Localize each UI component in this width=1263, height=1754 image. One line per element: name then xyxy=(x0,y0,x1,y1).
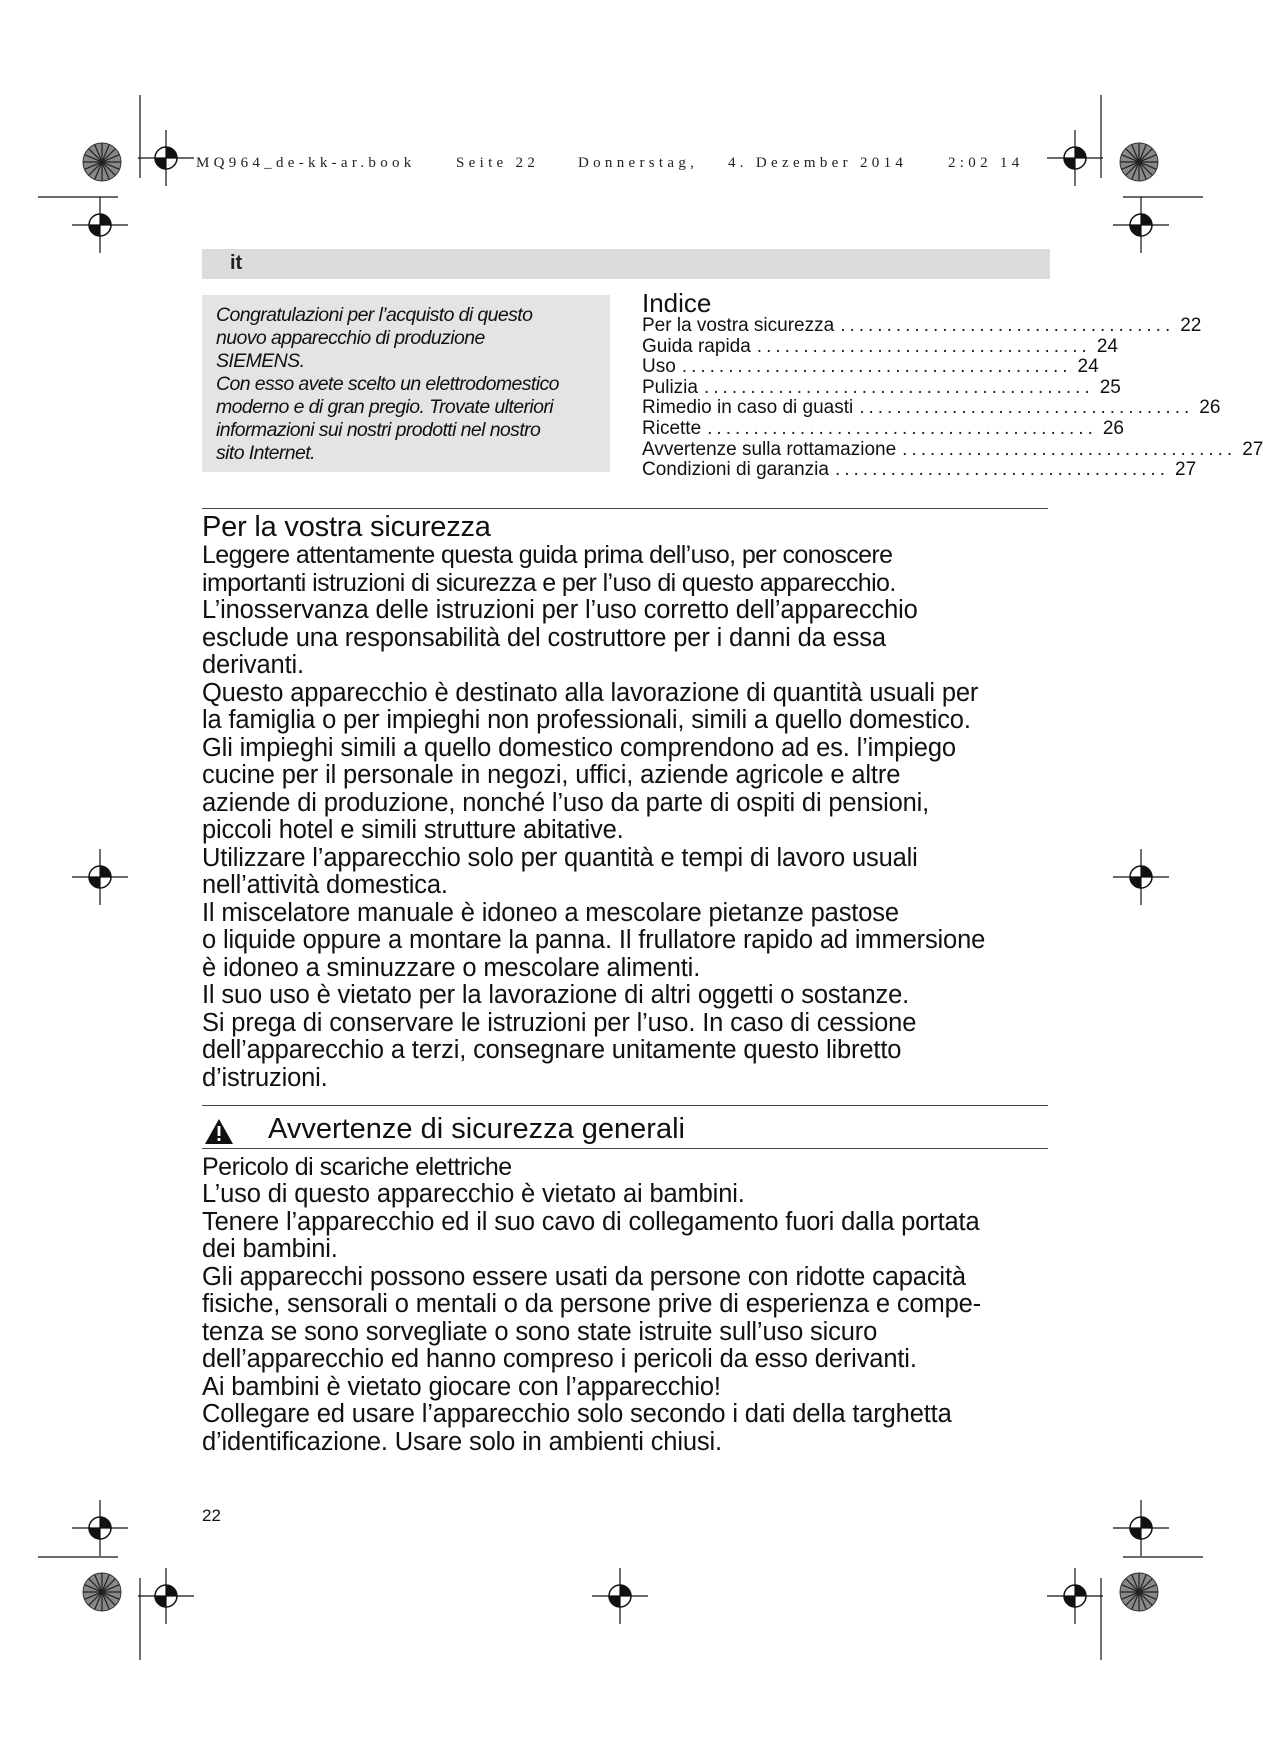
page-number: 22 xyxy=(202,1506,221,1525)
section-divider xyxy=(202,1148,1048,1149)
safety-body: L’inosservanza delle istruzioni per l’uso corretto dell’apparecchio esclude una responsabilità del costruttore per i danni da essa derivanti. Questo apparecchio è destinato alla lavorazione di quantità usuali per la famiglia o per impieghi non professionali, simili a quello domestico. Gli impieghi simili a quello domestico comprendono ad es. l’impiego cucine per il personale in negozi, uffici, aziende agricole e altre aziende di produzione, nonché l’uso da parte di ospiti di pensioni, piccoli hotel e simili strutture abitative. Utilizzare l’apparecchio solo per quantità e tempi di lavoro usuali nell’attività domestica. Il miscelatore manuale è idoneo a mescolare pietanze pastose o liquide oppure a montare la panna. Il frullatore rapido ad immersione è idoneo a sminuzzare o mescolare alimenti. Il suo uso è vietato per la lavorazione di altri oggetti o sostanze. Si prega di conservare le istruzioni per l’uso. In caso di cessione dell’apparecchio a terzi, consegnare unitamente questo libretto d’istruzioni. xyxy=(202,596,986,1092)
table-of-contents xyxy=(642,315,1263,481)
toc-entry[interactable]: Uso .......................................... 24 xyxy=(642,356,1099,378)
toc-entry[interactable]: Per la vostra sicurezza .................................... 22 xyxy=(642,315,1202,336)
warning-triangle-icon xyxy=(204,1118,234,1145)
toc-entry[interactable]: Ricette .......................................... 26 xyxy=(642,417,1124,439)
print-slug xyxy=(196,155,1076,177)
slug-time: 2:02 14 xyxy=(948,155,1024,171)
slug-date: 4. Dezember 2014 xyxy=(728,155,908,171)
safety-heading: Per la vostra sicurezza xyxy=(202,511,491,543)
section-divider xyxy=(202,1105,1048,1106)
slug-page: Seite 22 xyxy=(456,155,540,171)
safety-lead: Leggere attentamente questa guida prima dell’uso, per conoscere importanti istruzioni di sicurezza e per l’uso di questo apparecchio. xyxy=(202,541,896,597)
toc-entry[interactable]: Guida rapida .................................... 24 xyxy=(642,335,1118,357)
language-bar xyxy=(202,249,1050,279)
toc-title: Indice xyxy=(642,288,712,318)
general-warnings-heading: Avvertenze di sicurezza generali xyxy=(268,1113,685,1145)
section-divider xyxy=(202,508,1048,509)
slug-day: Donnerstag, xyxy=(578,155,699,171)
toc-entry[interactable]: Avvertenze sulla rottamazione .................................... 27 xyxy=(642,438,1263,460)
slug-file: MQ964_de-kk-ar.book xyxy=(196,155,416,171)
intro-text: Congratulazioni per l’acquisto di questo nuovo apparecchio di produzione SIEMENS. Con esso avete scelto un elettrodomestico moderno e di gran pregio. Trovate ulteriori informazioni sui nostri prodotti nel nostro sito Internet. xyxy=(216,304,559,464)
intro-box xyxy=(202,295,610,472)
toc-entry[interactable]: Rimedio in caso di guasti .................................... 26 xyxy=(642,397,1221,419)
language-code: it xyxy=(230,252,243,274)
general-warnings-body: L’uso di questo apparecchio è vietato ai bambini. Tenere l’apparecchio ed il suo cavo di collegamento fuori dalla portata dei bambini. Gli apparecchi possono essere usati da persone con ridotte capacità fisiche, sensorali o mentali o da persone prive di esperienza e compe- tenza se sono sorvegliate o sono state istruite sull’uso sicuro dell’apparecchio ed hanno compreso i pericoli da esso derivanti. Ai bambini è vietato giocare con l’apparecchio! Collegare ed usare l’apparecchio solo secondo i dati della targhetta d’identificazione. Usare solo in ambienti chiusi. xyxy=(202,1180,982,1456)
toc-entry[interactable]: Pulizia .......................................... 25 xyxy=(642,376,1121,398)
toc-entry[interactable]: Condizioni di garanzia .................................... 27 xyxy=(642,459,1197,481)
electric-shock-subheading: Pericolo di scariche elettriche xyxy=(202,1153,512,1181)
